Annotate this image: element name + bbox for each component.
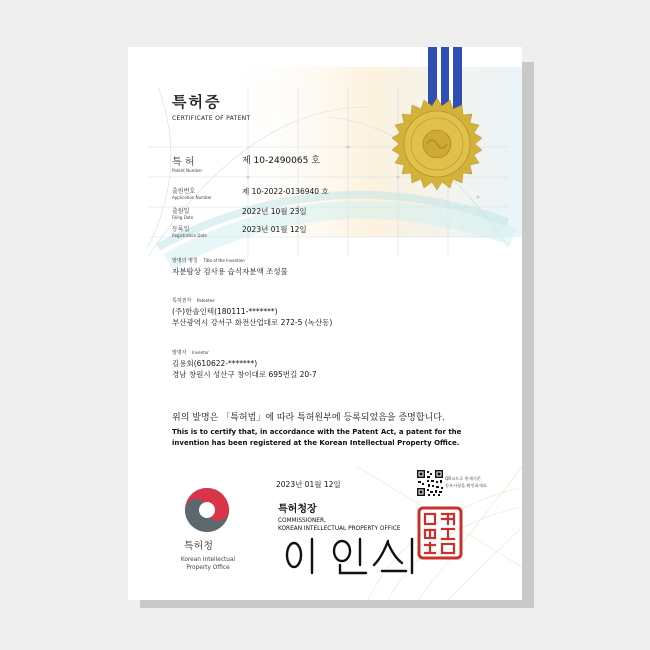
qr-note-line1: QR코드로 현재기준: [445, 476, 481, 481]
qr-code[interactable]: [416, 469, 444, 497]
qr-note-line2: 등록사항을 확인하세요: [445, 483, 487, 488]
commissioner-en-line1: COMMISSIONER,: [278, 518, 326, 524]
commissioner-en-line2: KOREAN INTELLECTUAL PROPERTY OFFICE: [278, 526, 401, 532]
registration-date-value: 2023년 01월 12일: [242, 225, 307, 234]
registration-date-label: 등록일: [172, 226, 190, 233]
filing-date-label-en: Filing Date: [172, 215, 194, 220]
patent-number-label-en: Patent Number: [172, 168, 203, 173]
inventor-label-en: Inventor: [192, 350, 209, 355]
application-number-value: 제 10-2022-0136940 호: [242, 187, 329, 196]
patentee-address: 부산광역시 강서구 화전산업대로 272-5 (녹산동): [172, 318, 333, 327]
inventor-name: 김용회(610622-*******): [172, 359, 258, 368]
certification-statement-en-line2: invention has been registered at the Korean Intellectual Property Office.: [172, 439, 460, 447]
agency-name-en-line2: Property Office: [186, 565, 230, 571]
application-number-label: 출원번호: [172, 188, 196, 195]
application-number-label-en: Application Number: [172, 195, 212, 200]
patentee-label-en: Patentee: [196, 298, 215, 303]
filing-date-label: 출원일: [172, 208, 190, 215]
inventor-address: 경남 창원시 성산구 창이대로 695번길 20-7: [172, 370, 317, 379]
filing-date-value: 2022년 10월 23일: [242, 207, 307, 216]
commissioner-signature: [278, 531, 428, 577]
agency-name-ko: 특허청: [184, 541, 213, 552]
inventor-label: [172, 349, 209, 356]
patent-number-value: 제 10-2490065 호: [242, 156, 320, 166]
certification-statement-ko: 위의 발명은 「특허법」에 따라 특허원부에 등록되었음을 증명합니다.: [172, 413, 445, 423]
patentee-label-ko: 특허권자: [172, 298, 192, 304]
invention-label-ko: 발명의 명칭: [172, 258, 198, 264]
inventor-label-ko: 발명자: [172, 350, 187, 356]
invention-label-en: Title of the Invention: [203, 258, 245, 263]
certificate-subtitle: CERTIFICATE OF PATENT: [172, 115, 251, 122]
certificate-title: 특허증: [172, 93, 222, 111]
certification-statement-en-line1: This is to certify that, in accordance with the Patent Act, a patent for the: [172, 428, 462, 436]
patentee-name: (주)한솔인텍(180111-*******): [172, 307, 278, 316]
kipo-logo-icon: [184, 487, 230, 533]
patent-number-label: 특 허: [172, 157, 195, 168]
commissioner-title: 특허청장: [278, 504, 317, 515]
invention-title-value: 자분탐상 검사용 습식자분액 조성물: [172, 267, 288, 276]
agency-name-en-line1: Korean Intellectual: [180, 557, 236, 563]
registration-date-label-en: Registration Date: [172, 233, 207, 238]
patentee-label: [172, 297, 215, 304]
certificate-paper: [128, 47, 522, 600]
invention-label: [172, 257, 245, 264]
official-seal-stamp: [416, 505, 464, 561]
issue-date: 2023년 01월 12일: [276, 480, 341, 489]
